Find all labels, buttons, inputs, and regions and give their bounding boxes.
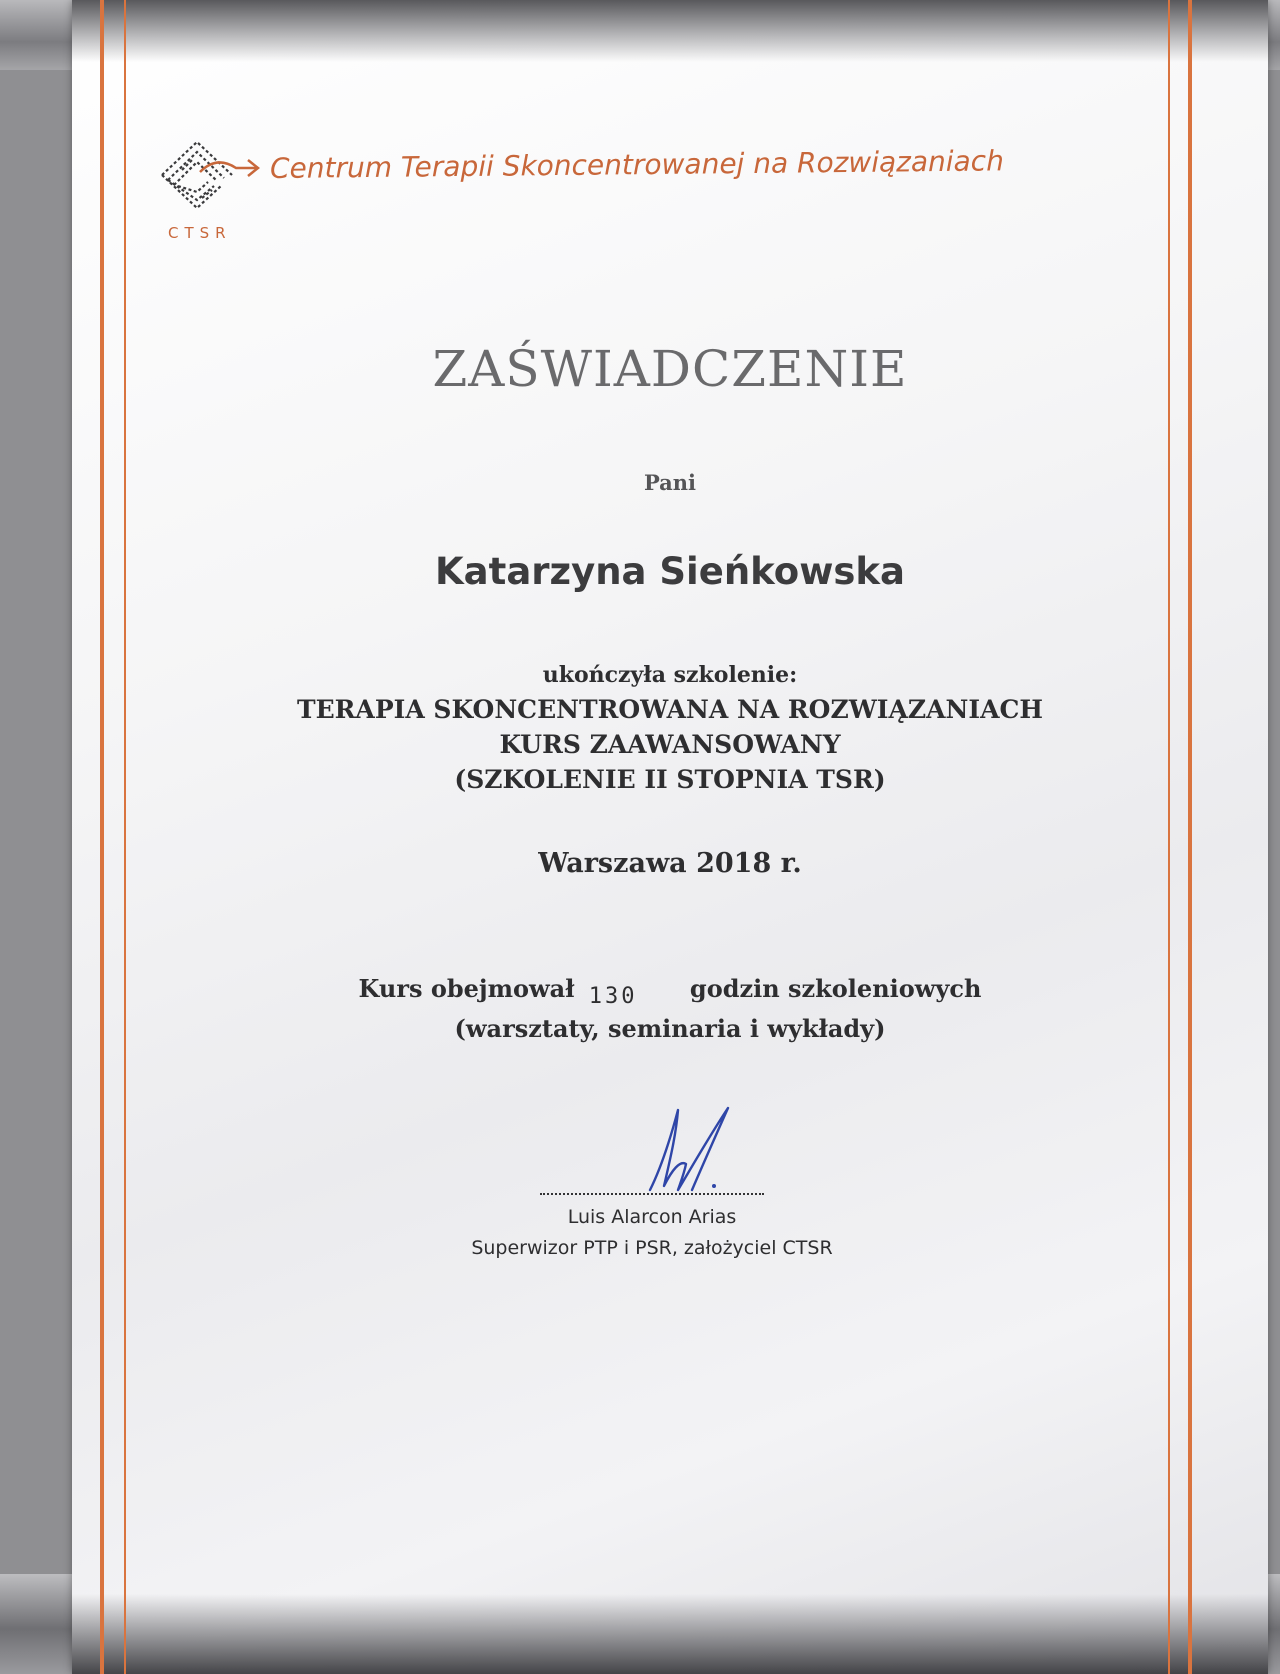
certificate-title: ZAŚWIADCZENIE	[432, 340, 908, 398]
logo-acronym: CTSR	[168, 224, 232, 242]
place-date: Warszawa 2018 r.	[538, 848, 802, 879]
handwritten-signature	[620, 1090, 740, 1210]
certificate-sheet	[72, 0, 1268, 1674]
signer-role: Superwizor PTP i PSR, założyciel CTSR	[471, 1237, 833, 1259]
signature-line	[540, 1193, 764, 1195]
course-title-line-1: TERAPIA SKONCENTROWANA NA ROZWIĄZANIACH	[297, 695, 1043, 724]
hours-line	[72, 974, 1268, 1009]
recipient-name: Katarzyna Sieńkowska	[435, 550, 905, 593]
sheet-top-shadow	[72, 0, 1268, 62]
course-title-line-3: (SZKOLENIE II STOPNIA TSR)	[454, 765, 886, 794]
course-title-line-2: KURS ZAAWANSOWANY	[499, 730, 841, 759]
frame-left-outer-line	[100, 0, 104, 1674]
sheet-bottom-shadow	[72, 1594, 1268, 1674]
completed-label: ukończyła szkolenie:	[542, 662, 798, 688]
signer-name: Luis Alarcon Arias	[567, 1206, 737, 1228]
frame-left-inner-line	[124, 0, 126, 1674]
hours-suffix: godzin szkoleniowych	[689, 974, 982, 1003]
frame-right-outer-line	[1188, 0, 1192, 1674]
salutation: Pani	[643, 470, 697, 495]
organization-name: Centrum Terapii Skoncentrowanej na Rozwiązaniach	[269, 144, 1005, 185]
hours-detail: (warsztaty, seminaria i wykłady)	[454, 1014, 886, 1043]
hours-prefix: Kurs obejmował	[358, 974, 575, 1003]
frame-right-inner-line	[1168, 0, 1170, 1674]
hours-value: 130	[588, 984, 638, 1009]
